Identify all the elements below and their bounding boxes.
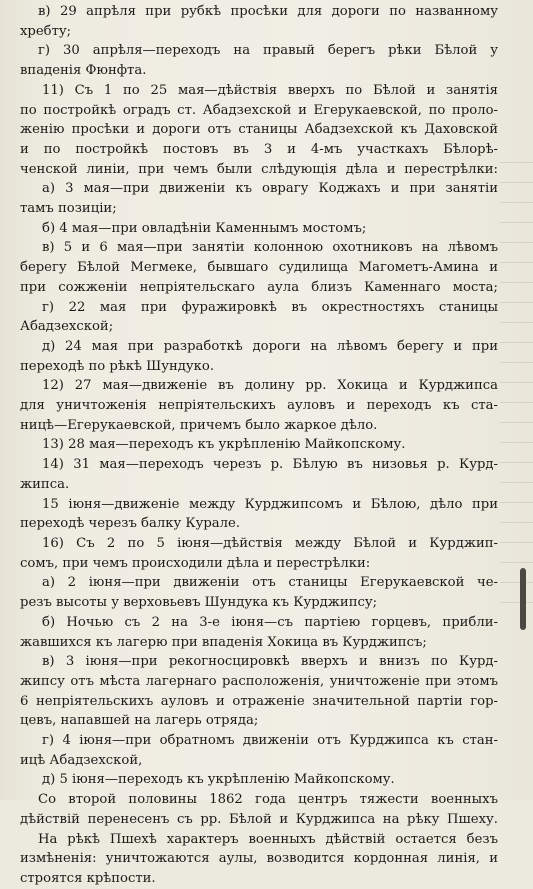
text-line: женію просѣки и дороги отъ станицы Абадзехской къ Даховской bbox=[20, 122, 498, 138]
text-line: 15 іюня—движеніе между Курджипсомъ и Бѣлою, дѣло при bbox=[42, 496, 498, 512]
text-line: 13) 28 мая—переходъ къ укрѣпленію Майкопскому. bbox=[42, 437, 406, 453]
text-line: резъ высоты у верховьевъ Шундука къ Курджипсу; bbox=[20, 595, 378, 611]
text-line: г) 22 мая при фуражировкѣ въ окрестностяхъ станицы bbox=[42, 299, 498, 315]
text-line: Со второй половины 1862 года центръ тяжести военныхъ bbox=[38, 792, 498, 808]
text-line: а) 3 мая—при движеніи къ оврагу Коджахъ и при занятіи bbox=[42, 181, 498, 197]
text-line: 6 непріятельскихъ ауловъ и отраженіе значительной партіи гор- bbox=[20, 693, 498, 709]
text-line: и по постройкѣ постовъ въ 3 и 4-мъ участкахъ Бѣлорѣ- bbox=[20, 141, 498, 157]
text-line: жипсу отъ мѣста лагернаго расположенія, уничтоженіе при этомъ bbox=[20, 673, 498, 689]
text-line: д) 5 іюня—переходъ къ укрѣпленію Майкопскому. bbox=[42, 772, 395, 788]
text-line: 12) 27 мая—движеніе въ долину рр. Хокица и Курджипса bbox=[42, 378, 498, 394]
text-line: при сожженіи непріятельскаго аула близъ Каменнаго моста; bbox=[20, 279, 498, 295]
text-line: строятся крѣпости. bbox=[20, 870, 156, 886]
show-through-text bbox=[500, 150, 533, 620]
text-line: в) 3 іюня—при рекогносцировкѣ вверхъ и внизъ по Курд- bbox=[42, 654, 498, 670]
text-line: б) 4 мая—при овладѣніи Каменнымъ мостомъ; bbox=[42, 220, 367, 236]
text-line: г) 4 іюня—при обратномъ движеніи отъ Курджипса къ стан- bbox=[42, 733, 498, 749]
text-line: жавшихся къ лагерю при впаденія Хокица въ Курджипсъ; bbox=[20, 634, 427, 650]
scroll-indicator[interactable] bbox=[520, 568, 526, 630]
text-line: жипса. bbox=[20, 476, 70, 492]
text-line: ицѣ Абадзехской, bbox=[20, 752, 143, 768]
text-line: а) 2 іюня—при движеніи отъ станицы Егерукаевской че- bbox=[42, 575, 498, 591]
text-line: 16) Съ 2 по 5 іюня—дѣйствія между Бѣлой и Курджип- bbox=[42, 535, 498, 551]
text-line: цевъ, напавшей на лагерь отряда; bbox=[20, 713, 259, 729]
text-line: в) 29 апрѣля при рубкѣ просѣки для дороги по названному bbox=[38, 4, 498, 19]
text-line: 11) Съ 1 по 25 мая—дѣйствія вверхъ по Бѣлой и занятія bbox=[42, 82, 498, 98]
document-body bbox=[20, 2, 498, 889]
text-line: сомъ, при чемъ происходили дѣла и перестрѣлки: bbox=[20, 555, 371, 571]
text-line: ченской линіи, при чемъ были слѣдующія дѣла и перестрѣлки: bbox=[20, 161, 498, 177]
text-line: хребту; bbox=[20, 23, 72, 39]
text-line: для уничтоженія непріятельскихъ ауловъ и переходъ къ ста- bbox=[20, 398, 498, 414]
text-line: д) 24 мая при разработкѣ дороги на лѣвомъ берегу и при bbox=[42, 338, 498, 354]
text-line: ницѣ—Егерукаевской, причемъ было жаркое дѣло. bbox=[20, 417, 378, 433]
text-line: 14) 31 мая—переходъ черезъ р. Бѣлую въ низовья р. Курд- bbox=[42, 457, 498, 473]
text-line: переходѣ по рѣкѣ Шундуко. bbox=[20, 358, 215, 374]
text-line: На рѣкѣ Пшехѣ характеръ военныхъ дѣйствій остается безъ bbox=[38, 831, 498, 847]
text-line: б) Ночью съ 2 на 3-е іюня—съ партіею горцевъ, прибли- bbox=[42, 614, 498, 630]
text-line: впаденія Фюнфта. bbox=[20, 63, 147, 79]
text-line: берегу Бѣлой Мегмеке, бывшаго судилища Магометъ-Амина и bbox=[20, 260, 498, 276]
text-line: г) 30 апрѣля—переходъ на правый берегъ рѣки Бѣлой у bbox=[38, 43, 498, 59]
text-line: дѣйствій перенесенъ съ рр. Бѣлой и Курджипса на рѣку Пшеху. bbox=[20, 811, 498, 827]
text-line: переходѣ черезъ балку Курале. bbox=[20, 516, 241, 532]
text-line: по постройкѣ оградъ ст. Абадзехской и Егерукаевской, по проло- bbox=[20, 102, 498, 118]
text-line: в) 5 и 6 мая—при занятіи колонною охотниковъ на лѣвомъ bbox=[42, 240, 498, 256]
text-line: Абадзехской; bbox=[20, 319, 114, 335]
text-line: измѣненія: уничтожаются аулы, возводится кордонная линія, и bbox=[20, 851, 498, 867]
text-line: тамъ позиціи; bbox=[20, 201, 117, 217]
